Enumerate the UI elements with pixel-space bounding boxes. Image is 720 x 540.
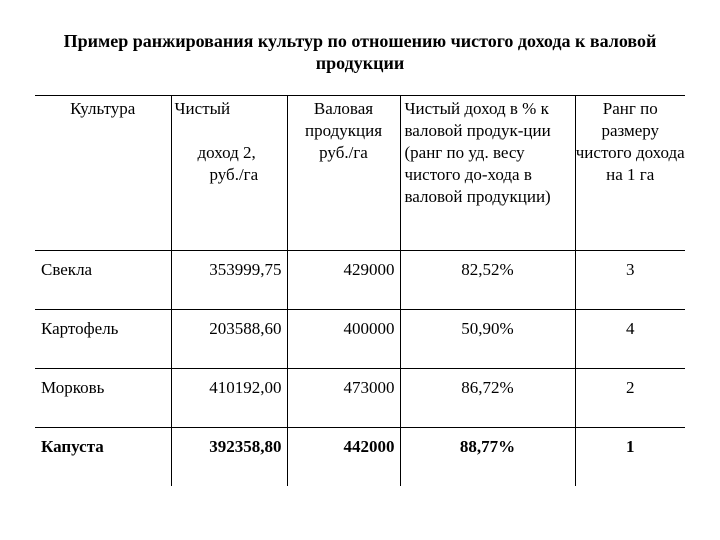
cell-net-income: 392358,80 (171, 428, 287, 487)
cell-rank: 1 (575, 428, 685, 487)
cell-gross: 473000 (287, 369, 400, 428)
header-ratio-label: Чистый доход в % к валовой продук-ции (ранг по уд. весу чистого до-хода в валовой продукции) (404, 99, 551, 206)
header-net-income-line3: руб./га (209, 165, 259, 184)
cell-ratio: 82,52% (400, 251, 575, 310)
cell-culture: Свекла (35, 251, 171, 310)
table-row (35, 369, 685, 428)
header-culture-label: Культура (70, 99, 136, 118)
cell-net-income: 203588,60 (171, 310, 287, 369)
cell-ratio: 88,77% (400, 428, 575, 487)
header-gross-product (287, 96, 400, 251)
cell-rank: 4 (575, 310, 685, 369)
table-row (35, 428, 685, 487)
cell-gross: 429000 (287, 251, 400, 310)
header-culture (35, 96, 171, 251)
cell-culture: Капуста (35, 428, 171, 487)
cell-gross: 442000 (287, 428, 400, 487)
page-title: Пример ранжирования культур по отношению чистого дохода к валовой продукции (63, 31, 657, 73)
table-row (35, 251, 685, 310)
cell-rank: 2 (575, 369, 685, 428)
cell-ratio: 50,90% (400, 310, 575, 369)
ranking-table (35, 95, 685, 486)
table-header-row (35, 96, 685, 251)
cell-rank: 3 (575, 251, 685, 310)
header-net-income-line2: доход 2, (197, 143, 256, 162)
header-net-income-line1: Чистый (174, 99, 231, 118)
cell-gross: 400000 (287, 310, 400, 369)
header-rank (575, 96, 685, 251)
cell-culture: Картофель (35, 310, 171, 369)
cell-culture: Морковь (35, 369, 171, 428)
cell-net-income: 410192,00 (171, 369, 287, 428)
header-rank-label: Ранг по размеру чистого дохода на 1 га (575, 99, 685, 184)
header-net-income (171, 96, 287, 251)
cell-net-income: 353999,75 (171, 251, 287, 310)
table-row (35, 310, 685, 369)
header-ratio (400, 96, 575, 251)
header-gross-product-label: Валовая продукция руб./га (304, 99, 383, 162)
cell-ratio: 86,72% (400, 369, 575, 428)
